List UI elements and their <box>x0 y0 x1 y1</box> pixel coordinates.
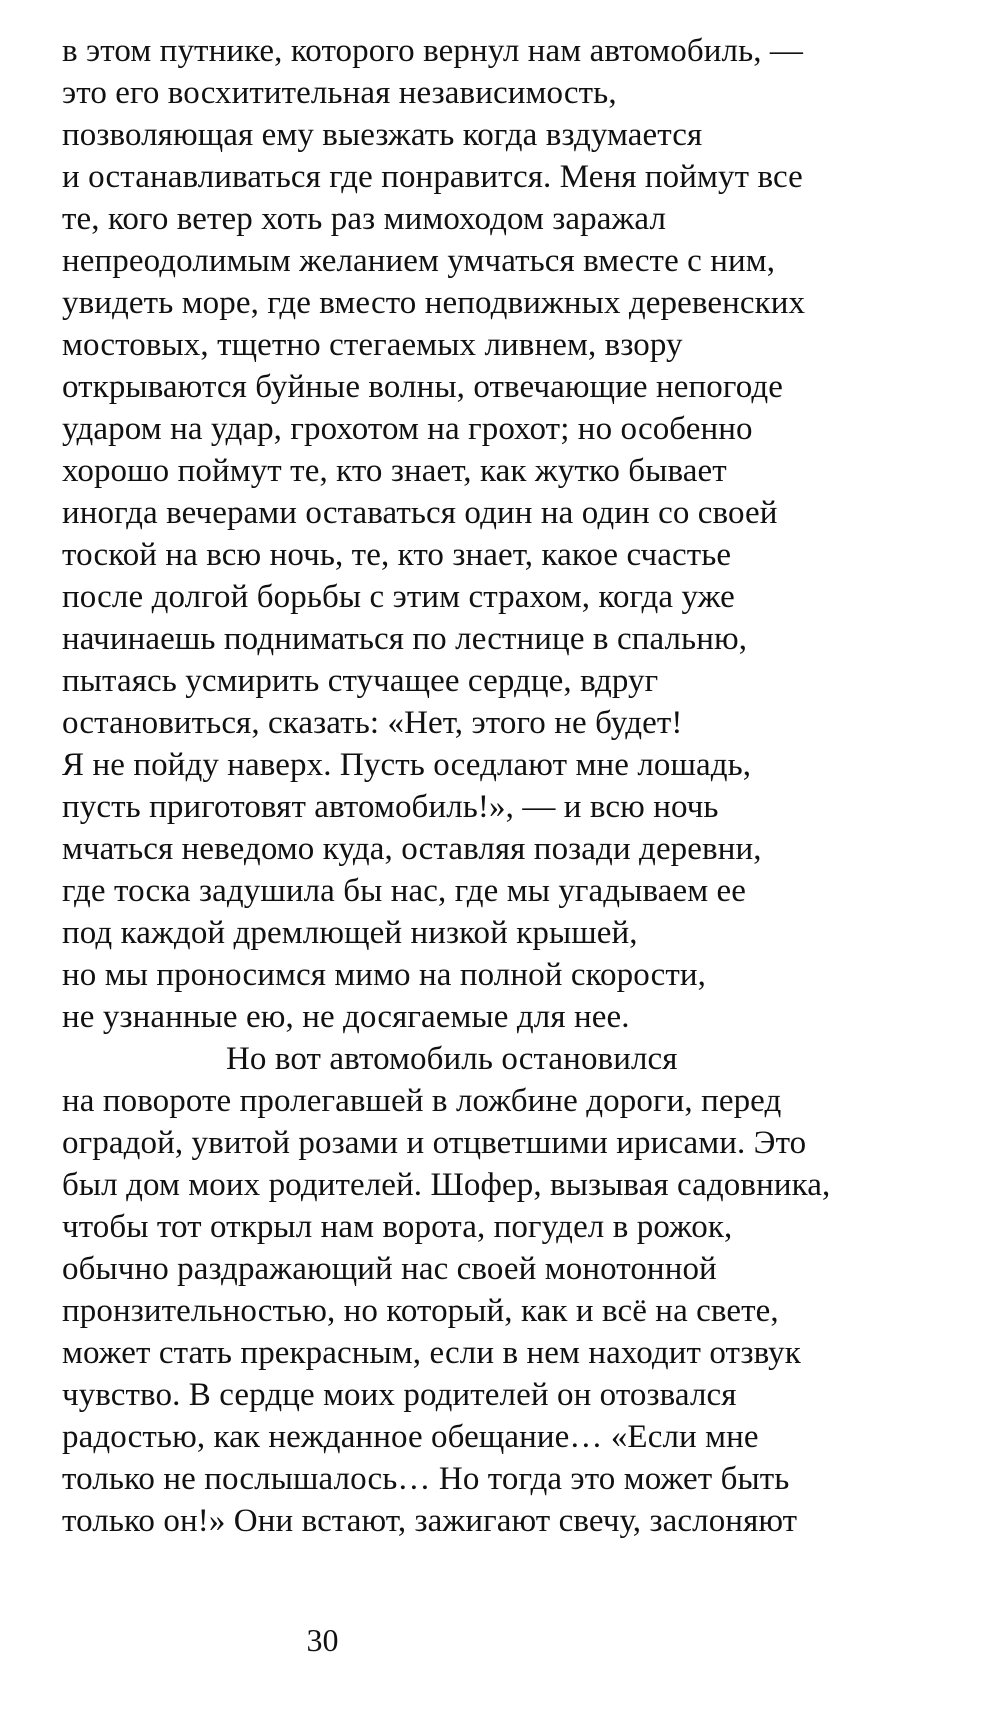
text-line: ударом на удар, грохотом на грохот; но особенно <box>62 411 753 447</box>
text-line: под каждой дремлющей низкой крышей, <box>62 915 638 951</box>
body-text <box>62 30 942 1542</box>
text-line: это его восхитительная независимость, <box>62 75 617 111</box>
text-line: увидеть море, где вместо неподвижных деревенских <box>62 285 806 321</box>
text-line: Я не пойду наверх. Пусть оседлают мне лошадь, <box>62 747 752 783</box>
text-line: открываются буйные волны, отвечающие непогоде <box>62 369 783 405</box>
text-line: только он!» Они встают, зажигают свечу, заслоняют <box>62 1503 798 1539</box>
text-line: тоской на всю ночь, те, кто знает, какое счастье <box>62 537 732 573</box>
text-line: и останавливаться где понравится. Меня поймут все <box>62 159 803 195</box>
paragraph-start-line: Но вот автомобиль остановился <box>226 1041 678 1077</box>
text-line: чувство. В сердце моих родителей он отозвался <box>62 1377 737 1413</box>
text-line: начинаешь подниматься по лестнице в спальню, <box>62 621 748 657</box>
text-line: обычно раздражающий нас своей монотонной <box>62 1251 717 1287</box>
text-line: был дом моих родителей. Шофер, вызывая садовника, <box>62 1167 831 1203</box>
text-line: пусть приготовят автомобиль!», — и всю ночь <box>62 789 719 825</box>
text-line: но мы проносимся мимо на полной скорости, <box>62 957 707 993</box>
text-line: может стать прекрасным, если в нем находит отзвук <box>62 1335 801 1371</box>
text-line: только не послышалось… Но тогда это может быть <box>62 1461 790 1497</box>
text-line: где тоска задушила бы нас, где мы угадываем ее <box>62 873 747 909</box>
text-line: позволяющая ему выезжать когда вздумается <box>62 117 703 153</box>
text-line: после долгой борьбы с этим страхом, когда уже <box>62 579 735 615</box>
text-line: иногда вечерами оставаться один на один со своей <box>62 495 778 531</box>
page-number: 30 <box>306 1622 339 1658</box>
text-line: те, кого ветер хоть раз мимоходом заражал <box>62 201 667 237</box>
text-line: на повороте пролегавшей в ложбине дороги, перед <box>62 1083 782 1119</box>
text-line: в этом путнике, которого вернул нам автомобиль, — <box>62 33 804 69</box>
text-line: не узнанные ею, не досягаемые для нее. <box>62 999 630 1035</box>
text-line: мостовых, тщетно стегаемых ливнем, взору <box>62 327 683 363</box>
text-line: оградой, увитой розами и отцветшими ирисами. Это <box>62 1125 807 1161</box>
text-line: непреодолимым желанием умчаться вместе с ним, <box>62 243 776 279</box>
text-line: чтобы тот открыл нам ворота, погудел в рожок, <box>62 1209 733 1245</box>
text-line: мчаться неведомо куда, оставляя позади деревни, <box>62 831 762 867</box>
text-line: хорошо поймут те, кто знает, как жутко бывает <box>62 453 727 489</box>
text-line: радостью, как нежданное обещание… «Если мне <box>62 1419 759 1455</box>
text-line: остановиться, сказать: «Нет, этого не будет! <box>62 705 683 741</box>
text-line: пронзительностью, но который, как и всё на свете, <box>62 1293 779 1329</box>
text-line: пытаясь усмирить стучащее сердце, вдруг <box>62 663 659 699</box>
